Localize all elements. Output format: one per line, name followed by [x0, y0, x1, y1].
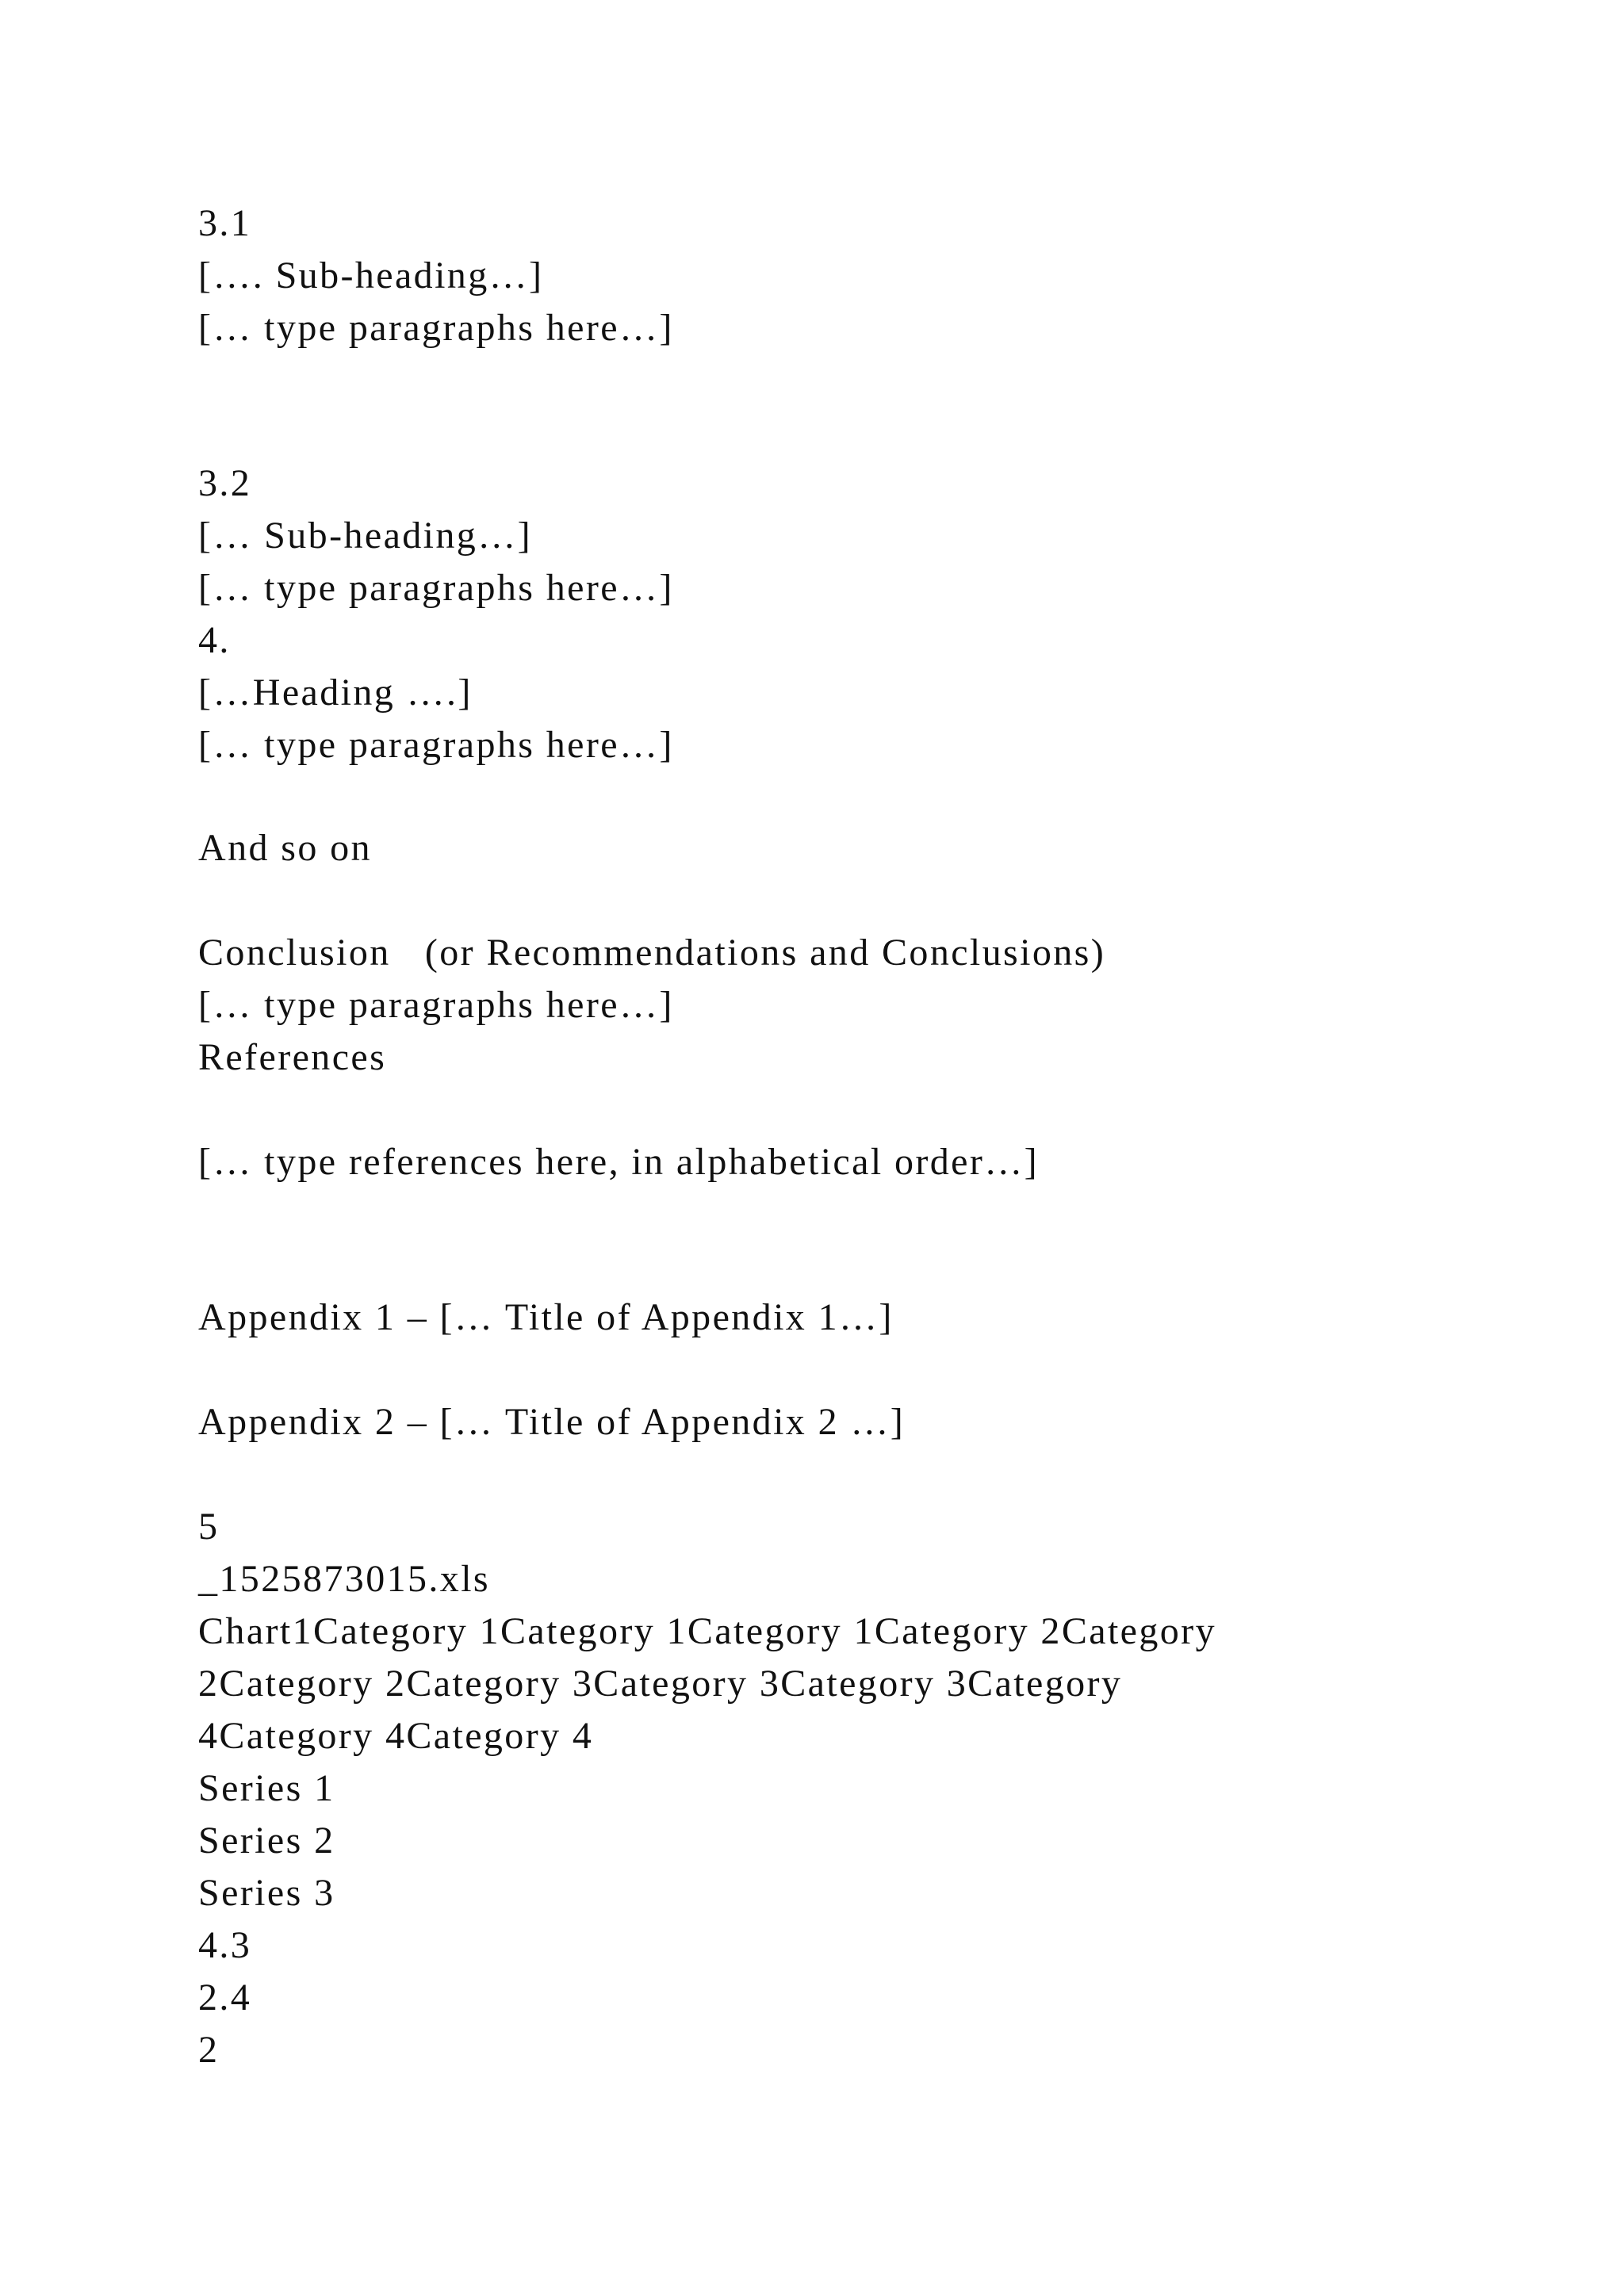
conclusion-heading: Conclusion (or Recommendations and Conclusions)	[198, 932, 1106, 974]
paragraph-placeholder: [… type paragraphs here…]	[198, 307, 674, 349]
series-label: Series 2	[198, 1820, 335, 1862]
series-label: Series 1	[198, 1767, 335, 1809]
heading-placeholder: […Heading ….]	[198, 672, 473, 714]
paragraph-placeholder: [… type paragraphs here…]	[198, 984, 674, 1026]
references-placeholder: [… type references here, in alphabetical order…]	[198, 1141, 1040, 1183]
appendix-2-title: Appendix 2 – [… Title of Appendix 2 …]	[198, 1401, 906, 1443]
page-number: 5	[198, 1506, 220, 1548]
embedded-file-name: _1525873015.xls	[198, 1558, 491, 1600]
section-number: 3.2	[198, 462, 252, 504]
chart-category-text: Chart1Category 1Category 1Category 1Category 2Category	[198, 1610, 1216, 1652]
sub-heading-placeholder: […. Sub-heading…]	[198, 254, 544, 297]
paragraph-placeholder: [… type paragraphs here…]	[198, 567, 674, 609]
chart-category-text: 2Category 2Category 3Category 3Category 3Category	[198, 1663, 1123, 1705]
section-number: 4.	[198, 619, 231, 661]
value-text: 2	[198, 2029, 220, 2071]
references-heading: References	[198, 1036, 387, 1078]
paragraph-placeholder: [… type paragraphs here…]	[198, 724, 674, 766]
continuation-note: And so on	[198, 827, 372, 869]
section-number: 3.1	[198, 202, 252, 244]
chart-category-text: 4Category 4Category 4	[198, 1715, 594, 1757]
appendix-1-title: Appendix 1 – [… Title of Appendix 1…]	[198, 1296, 894, 1338]
value-text: 2.4	[198, 1976, 252, 2019]
sub-heading-placeholder: [… Sub-heading…]	[198, 515, 532, 557]
value-text: 4.3	[198, 1924, 252, 1966]
series-label: Series 3	[198, 1872, 335, 1914]
